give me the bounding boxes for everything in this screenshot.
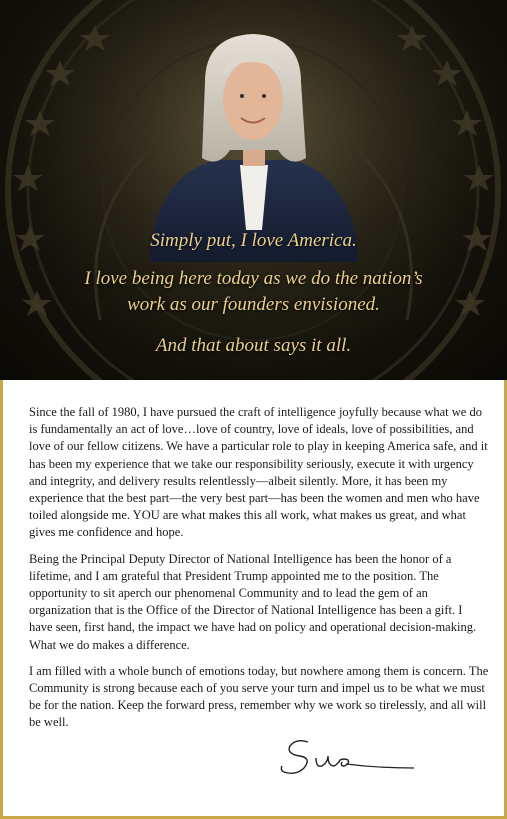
seal-background-image [0, 0, 507, 380]
hero-banner [0, 0, 507, 380]
hero-quote-line-3: And that about says it all. [155, 335, 352, 356]
hero-quote-line-2b: work as our founders envisioned. [127, 294, 380, 315]
letter-paragraph-2: Being the Principal Deputy Director of National Intelligence has been the honor of a lifetime, and I am grateful that President Trump appointed me to the position. The opportunity to sit aperch our phenomenal Community and to lead the gem of an organization that is the Office of the Director of National Intelligence has been a gift. I have seen, first hand, the impact we have had on policy and operational decision-making. What we do makes a difference. [29, 551, 477, 652]
hero-quote-line-2a: I love being here today as we do the nation’s [84, 268, 423, 289]
handwritten-signature [278, 732, 418, 784]
letter-body [29, 404, 489, 741]
letter-frame [0, 380, 507, 819]
hero-quote-line-1: Simply put, I love America. [150, 230, 357, 251]
hero-quote-line-2 [0, 266, 507, 318]
letter-paragraph-1: Since the fall of 1980, I have pursued the craft of intelligence joyfully because what we do is fundamentally an act of love…love of country, love of ideals, love of possibilities, and love of our fellow citizens. We have a particular role to play in keeping America safe, and it has been my experience that we take our responsibility seriously, execute it with urgency and integrity, and delivery results relentlessly—albeit silently. More, it has been my experience that the best part—the very best part—has been the women and men who have toiled alongside me. YOU are what makes this all work, what makes us great, and what gives me confidence and hope. [29, 405, 488, 540]
letter-paragraph-3: I am filled with a whole bunch of emotions today, but nowhere among them is concern. The Community is strong because each of you serve your turn and impel us to be what we must be for the nation. Keep the forward press, remember why we work so tirelessly, and all will be well. [29, 663, 489, 730]
